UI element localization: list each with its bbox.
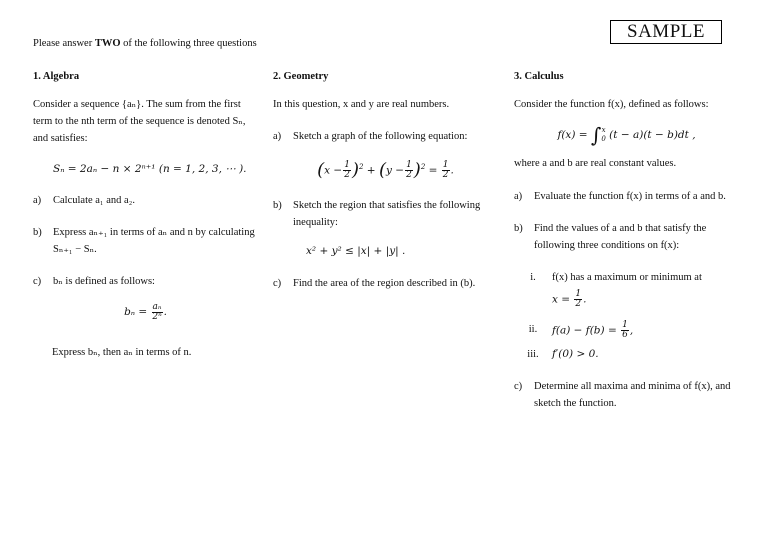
geometry-section (273, 71, 498, 292)
calculus-title: 3. Calculus (514, 71, 564, 82)
algebra-final-task: Express bₙ, then aₙ in terms of n. (52, 347, 192, 358)
algebra-equation: Sₙ = 2aₙ − n × 2ⁿ⁺¹ (n = 1, 2, 3, ⋯ ). (53, 163, 247, 175)
geometry-part-a: a) Sketch a graph of the following equation: (273, 131, 468, 142)
circle-equation: (x − $\frac{1}{2}$ )$^2$ + (y − $\frac{1}{2}$ )$^2$ = $\frac{1}{2}$ . (317, 159, 454, 181)
calculus-where: where a and b are real constant values. (514, 158, 677, 169)
condition-i: i. f(x) has a maximum or minimum at (530, 272, 702, 283)
calculus-part-c: c) Determine all maxima and minima of f(x), and sketch the function. (514, 381, 731, 409)
calculus-part-a: a) Evaluate the function f(x) in terms of a and b. (514, 191, 726, 202)
algebra-part-b: b) Express aₙ₊₁ in terms of aₙ and n by calculating Sₙ₊₁ − Sₙ. (33, 227, 255, 255)
algebra-bn-definition: bₙ = $\frac{\text{aₙ}}{\text{2ⁿ}}$ . (124, 301, 167, 322)
algebra-title: 1. Algebra (33, 71, 80, 82)
geometry-title: 2. Geometry (273, 71, 329, 82)
geometry-part-b: b) Sketch the region that satisfies the following inequality: (273, 199, 481, 228)
algebra-part-a: a) Calculate a₁ and a₂. (33, 195, 135, 206)
calculus-part-b: b) Find the values of a and b that satisfy the following three conditions on f(x): (514, 223, 707, 251)
instructions: Please answer TWO of the following three questions (33, 38, 257, 49)
geometry-part-c: c) Find the area of the region described in (b). (273, 277, 476, 289)
fraction: $\frac{\text{aₙ}}{\text{2ⁿ}}$ (152, 301, 162, 322)
geometry-intro: In this question, x and y are real numbers. (273, 99, 450, 110)
condition-iii: iii. f′(0) > 0. (527, 348, 599, 360)
condition-i-equation: x = $\frac{1}{2}$ . (552, 289, 587, 309)
algebra-section (33, 71, 258, 361)
condition-ii: ii. f(a) − f(b) = $\frac{1}{6}$ , (528, 320, 634, 340)
calculus-intro: Consider the function f(x), defined as follows: (514, 99, 709, 110)
integral-definition: f(x) = ∫ x 0 (t − a)(t − b)dt , (557, 123, 696, 147)
algebra-part-c: c) bₙ is defined as follows: (33, 276, 155, 287)
inequality: x² + y² ≤ |x| + |y| . (306, 244, 406, 257)
calculus-section (514, 71, 739, 412)
algebra-intro: Consider a sequence {aₙ}. The sum from the first term to the nth term of the sequence is denoted Sₙ, and satisfies: (33, 99, 246, 144)
sample-stamp: SAMPLE (610, 20, 722, 44)
